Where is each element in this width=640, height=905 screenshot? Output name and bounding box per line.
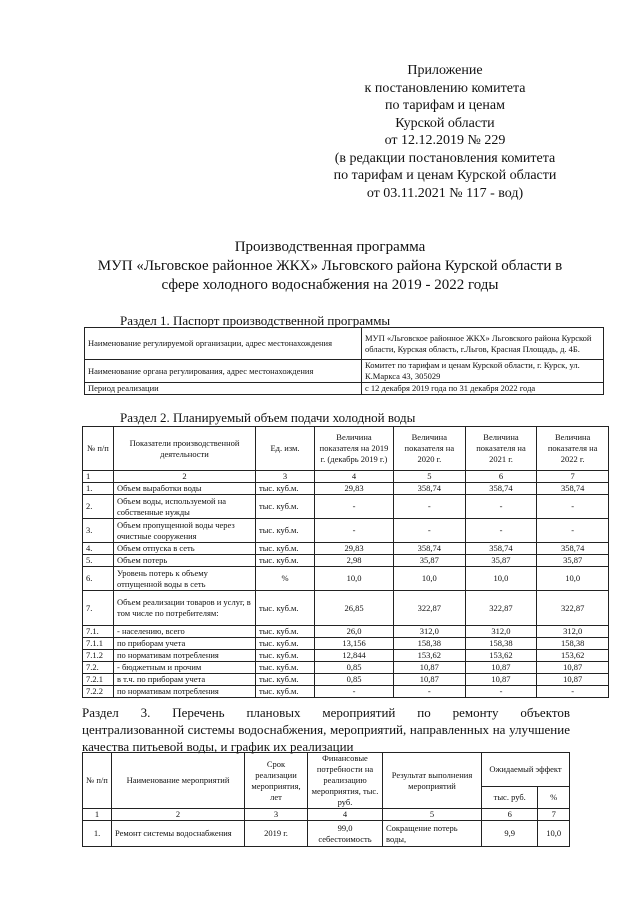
table-row: [83, 495, 609, 519]
cell: 35,87: [537, 555, 609, 567]
cell: 2019 г.: [245, 821, 308, 847]
cell: 358,74: [537, 543, 609, 555]
cell: в т.ч. по приборам учета: [114, 674, 256, 686]
cell: -: [315, 686, 394, 698]
section3-heading-line: Раздел 3. Перечень плановых мероприятий по ремонту объектов: [82, 705, 570, 720]
cell: - населению, всего: [114, 626, 256, 638]
cell: тыс. куб.м.: [256, 543, 315, 555]
section3-heading-line: качества питьевой воды, и график их реализации: [82, 739, 354, 754]
cell: 158,38: [465, 638, 537, 650]
col-number: 5: [383, 809, 482, 821]
cell: 312,0: [394, 626, 466, 638]
col-number: 6: [465, 471, 537, 483]
cell: тыс. куб.м.: [256, 674, 315, 686]
cell: 312,0: [537, 626, 609, 638]
cell: 358,74: [465, 543, 537, 555]
cell: 0,85: [315, 662, 394, 674]
cell: по приборам учета: [114, 638, 256, 650]
col-number: 2: [114, 471, 256, 483]
cell: 1.: [83, 483, 114, 495]
cell: 322,87: [394, 591, 466, 626]
col-number: 2: [112, 809, 245, 821]
cell: тыс. куб.м.: [256, 650, 315, 662]
cell: 4.: [83, 543, 114, 555]
col-header: тыс. руб.: [482, 787, 538, 809]
table-row: [83, 555, 609, 567]
cell: 358,74: [465, 483, 537, 495]
header-line: от 12.12.2019 № 229: [384, 133, 506, 148]
passport-table: [84, 327, 604, 395]
cell: 153,62: [394, 650, 466, 662]
cell: - бюджетным и прочим: [114, 662, 256, 674]
table-row: [83, 519, 609, 543]
cell: 7.2.: [83, 662, 114, 674]
cell: 35,87: [394, 555, 466, 567]
cell: 10,0: [465, 567, 537, 591]
cell: 29,83: [315, 483, 394, 495]
cell: тыс. куб.м.: [256, 626, 315, 638]
cell: 7.1.: [83, 626, 114, 638]
table-row: [83, 821, 570, 847]
col-header: Срок реализации мероприятия, лет: [245, 753, 308, 809]
cell: 9,9: [482, 821, 538, 847]
cell: Ремонт системы водоснабжения: [112, 821, 245, 847]
title-line: Производственная программа: [234, 239, 426, 255]
col-header: Результат выполнения мероприятий: [383, 753, 482, 809]
cell: -: [465, 519, 537, 543]
header-line: по тарифам и ценам Курской области: [333, 168, 557, 183]
passport-value: с 12 декабря 2019 года по 31 декабря 2022 года: [362, 383, 604, 395]
cell: -: [537, 495, 609, 519]
cell: 3.: [83, 519, 114, 543]
title-line: МУП «Льговское районное ЖКХ» Льговского района Курской области в: [97, 258, 563, 274]
col-number: 6: [482, 809, 538, 821]
table-row: [83, 567, 609, 591]
passport-label: Наименование регулируемой организации, адрес местонахождения: [85, 328, 362, 360]
cell: 2.: [83, 495, 114, 519]
cell: 1.: [83, 821, 112, 847]
cell: 10,87: [537, 662, 609, 674]
cell: -: [465, 495, 537, 519]
col-header: Ожидаемый эффект: [482, 753, 570, 787]
cell: тыс. куб.м.: [256, 662, 315, 674]
col-header: Величина показателя на 2019 г. (декабрь 2019 г.): [315, 427, 394, 471]
col-header: %: [538, 787, 570, 809]
cell: 12,844: [315, 650, 394, 662]
cell: -: [394, 519, 466, 543]
cell: 0,85: [315, 674, 394, 686]
col-header: Финансовые потребности на реализацию мероприятия, тыс. руб.: [308, 753, 383, 809]
cell: 99,0 себестоимость: [308, 821, 383, 847]
cell: 10,0: [537, 567, 609, 591]
cell: Объем потерь: [114, 555, 256, 567]
cell: 10,0: [538, 821, 570, 847]
cell: тыс. куб.м.: [256, 519, 315, 543]
table-row: [83, 662, 609, 674]
section1-heading: Раздел 1. Паспорт производственной программы: [120, 313, 391, 328]
cell: тыс. куб.м.: [256, 495, 315, 519]
table-row: [83, 638, 609, 650]
header-line: (в редакции постановления комитета: [334, 150, 556, 166]
measures-table: [82, 752, 570, 847]
cell: Объем отпуска в сеть: [114, 543, 256, 555]
cell: -: [537, 686, 609, 698]
header-line: Приложение: [407, 63, 483, 78]
passport-label: Наименование органа регулирования, адрес местонахождения: [85, 360, 362, 383]
title-line: сфере холодного водоснабжения на 2019 - 2022 годы: [161, 277, 499, 293]
cell: 7.1.1: [83, 638, 114, 650]
cell: 358,74: [394, 543, 466, 555]
cell: по нормативам потребления: [114, 686, 256, 698]
cell: -: [537, 519, 609, 543]
cell: тыс. куб.м.: [256, 483, 315, 495]
cell: 2,98: [315, 555, 394, 567]
col-header: Наименование мероприятий: [112, 753, 245, 809]
document-header: [300, 62, 590, 202]
document-title: [60, 238, 600, 295]
col-header: Величина показателя на 2020 г.: [394, 427, 466, 471]
cell: 10,87: [537, 674, 609, 686]
passport-value: Комитет по тарифам и ценам Курской области, г. Курск, ул. К.Маркса 43, 305029: [362, 360, 604, 383]
cell: Уровень потерь к объему отпущенной воды в сеть: [114, 567, 256, 591]
cell: тыс. куб.м.: [256, 591, 315, 626]
table-row: [83, 626, 609, 638]
cell: 322,87: [465, 591, 537, 626]
cell: 29,83: [315, 543, 394, 555]
passport-label: Период реализации: [85, 383, 362, 395]
section3-heading: [82, 704, 570, 755]
cell: Объем воды, используемой на собственные нужды: [114, 495, 256, 519]
cell: 5.: [83, 555, 114, 567]
header-line: по тарифам и ценам: [385, 98, 505, 113]
table-row: [83, 543, 609, 555]
cell: 35,87: [465, 555, 537, 567]
passport-value: МУП «Льговское районное ЖКХ» Льговского района Курской области, Курская область, г.Льгов, Красная Площадь, д. 4Б.: [362, 328, 604, 360]
col-number: 7: [537, 471, 609, 483]
col-header: № п/п: [83, 427, 114, 471]
cell: 13,156: [315, 638, 394, 650]
col-number: 3: [256, 471, 315, 483]
col-number: 1: [83, 809, 112, 821]
cell: Объем пропущенной воды через очистные сооружения: [114, 519, 256, 543]
table-row: [83, 483, 609, 495]
header-line: Курской области: [395, 115, 495, 131]
cell: тыс. куб.м.: [256, 638, 315, 650]
cell: -: [465, 686, 537, 698]
water-volume-table: [82, 426, 609, 698]
cell: 7.: [83, 591, 114, 626]
cell: 358,74: [537, 483, 609, 495]
col-header: Величина показателя на 2021 г.: [465, 427, 537, 471]
cell: 322,87: [537, 591, 609, 626]
table-row: [83, 686, 609, 698]
col-header: Ед. изм.: [256, 427, 315, 471]
header-line: к постановлению комитета: [364, 80, 526, 96]
cell: -: [315, 495, 394, 519]
col-number: 1: [83, 471, 114, 483]
cell: 10,87: [465, 674, 537, 686]
cell: 10,87: [394, 674, 466, 686]
cell: 26,85: [315, 591, 394, 626]
cell: 6.: [83, 567, 114, 591]
cell: -: [394, 495, 466, 519]
section3-heading-line: централизованной системы водоснабжения, мероприятий, направленных на улучшение: [82, 722, 570, 737]
cell: 10,87: [394, 662, 466, 674]
cell: -: [315, 519, 394, 543]
cell: Объем реализации товаров и услуг, в том числе по потребителям:: [114, 591, 256, 626]
cell: 7.1.2: [83, 650, 114, 662]
col-number: 5: [394, 471, 466, 483]
col-number: 3: [245, 809, 308, 821]
cell: 10,87: [465, 662, 537, 674]
cell: Сокращение потерь воды,: [383, 821, 482, 847]
cell: Объем выработки воды: [114, 483, 256, 495]
col-number: 7: [538, 809, 570, 821]
cell: 158,38: [537, 638, 609, 650]
col-number: 4: [315, 471, 394, 483]
cell: тыс. куб.м.: [256, 686, 315, 698]
col-number: 4: [308, 809, 383, 821]
col-header: Показатели производственной деятельности: [114, 427, 256, 471]
cell: 10,0: [315, 567, 394, 591]
cell: по нормативам потребления: [114, 650, 256, 662]
header-line: от 03.11.2021 № 117 - вод): [366, 185, 524, 201]
cell: тыс. куб.м.: [256, 555, 315, 567]
cell: 158,38: [394, 638, 466, 650]
cell: 26,0: [315, 626, 394, 638]
table-row: [83, 650, 609, 662]
cell: 7.2.1: [83, 674, 114, 686]
cell: 312,0: [465, 626, 537, 638]
section2-heading: Раздел 2. Планируемый объем подачи холодной воды: [120, 410, 416, 425]
col-header: Величина показателя на 2022 г.: [537, 427, 609, 471]
cell: %: [256, 567, 315, 591]
cell: 153,62: [465, 650, 537, 662]
cell: 10,0: [394, 567, 466, 591]
table-row: [83, 674, 609, 686]
cell: 358,74: [394, 483, 466, 495]
table-row: [83, 591, 609, 626]
cell: 7.2.2: [83, 686, 114, 698]
col-header: № п/п: [83, 753, 112, 809]
cell: -: [394, 686, 466, 698]
cell: 153,62: [537, 650, 609, 662]
